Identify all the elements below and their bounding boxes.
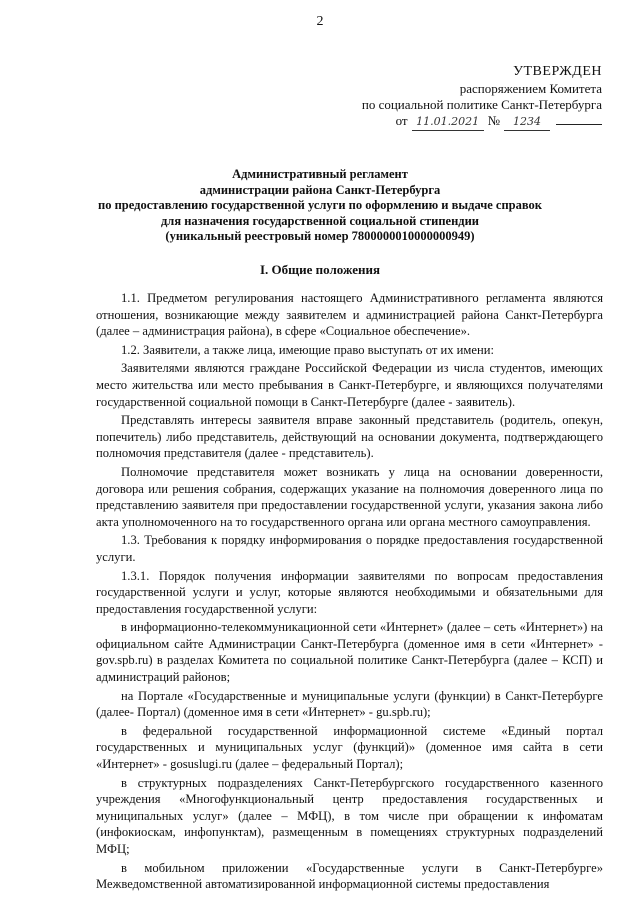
- handwritten-number: 1234: [504, 114, 550, 131]
- paragraph: 1.1. Предметом регулирования настоящего Административного регламента являются отношения, возникающие между заявителем и администрацией района Санкт-Петербурга (далее – администрация района), в сфере «Социальное обеспечение».: [96, 291, 603, 339]
- heading-line-1: Административный регламент: [232, 167, 408, 181]
- paragraph: 1.3.1. Порядок получения информации заявителями по вопросам предоставления государственной услуги и услуг, которые являются необходимыми и обязательными для предоставления государственной услуги:: [96, 568, 603, 616]
- paragraph: на Портале «Государственные и муниципальные услуги (функции) в Санкт-Петербурге (далее- Портал) (доменное имя в сети «Интернет» - gu.spb.ru);: [96, 688, 603, 720]
- paragraph: в мобильном приложении «Государственные услуги в Санкт-Петербурге» Межведомственной автоматизированной информационной системы предоставления: [96, 860, 603, 892]
- body-text: [96, 290, 603, 895]
- paragraph: 1.3. Требования к порядку информирования о порядке предоставления государственной услуги.: [96, 533, 603, 564]
- approval-title: УТВЕРЖДЕН: [513, 64, 602, 79]
- paragraph: в федеральной государственной информационной системе «Единый портал государственных и муниципальных услуг (функций)» (доменное имя сайта в сети «Интернет» - gosuslugi.ru (далее – федеральный Портал);: [96, 723, 603, 772]
- heading-line-3: по предоставлению государственной услуги по оформлению и выдаче справок: [98, 198, 542, 212]
- approval-stamp: [342, 64, 602, 131]
- approval-date-line: [342, 113, 602, 131]
- paragraph: Полномочие представителя может возникать у лица на основании доверенности, договора или решения собрания, содержащих указание на полномочия доверенного лица по представлению заявителя при предоставлении государственной услуги, указания закона либо акта уполномоченного на то государственного органа или органа местного самоуправления.: [96, 464, 603, 529]
- heading-line-4: для назначения государственной социальной стипендии: [160, 213, 480, 228]
- paragraph: 1.2. Заявители, а также лица, имеющие право выступать от их имени:: [121, 342, 494, 357]
- heading-line-5: (уникальный реестровый номер 7800000010000000949): [165, 229, 475, 243]
- page-number: 2: [316, 14, 324, 29]
- approval-line-2: по социальной политике Санкт-Петербурга: [361, 97, 602, 112]
- paragraph: Заявителями являются граждане Российской Федерации из числа студентов, имеющих место жительства или место пребывания в Санкт-Петербурге, и являющихся получателями государственной социальной помощи в Санкт-Петербурге (далее - заявитель).: [96, 361, 603, 409]
- document-heading: [60, 167, 580, 245]
- date-prefix: от: [395, 113, 408, 128]
- approval-line-1: распоряжением Комитета: [459, 81, 602, 96]
- paragraph: Представлять интересы заявителя вправе законный представитель (родитель, опекун, попечитель) либо представитель, действующий на основании документа, подтверждающего полномочия представителя (далее - представитель).: [96, 413, 603, 461]
- signature-underline: [556, 124, 602, 125]
- paragraph: в структурных подразделениях Санкт-Петербургского государственного казенного учреждения «Многофункциональный центр предоставления государственных и муниципальных услуг» (далее – МФЦ), в том числе при обращении к инфоматам (инфокиоскам, инфопунктам), размещенным в помещениях структурных подразделений МФЦ;: [96, 775, 603, 856]
- section-title: I. Общие положения: [260, 262, 380, 277]
- paragraph: в информационно-телекоммуникационной сети «Интернет» (далее – сеть «Интернет») на официальном сайте Администрации Санкт-Петербурга (доменное имя в сети «Интернет» - gov.spb.ru) в разделах Комитета по социальной политике Санкт-Петербурга (далее – КСП) и администраций районов;: [96, 620, 603, 685]
- handwritten-date: 11.01.2021: [412, 114, 484, 131]
- number-prefix: №: [487, 113, 500, 128]
- heading-line-2: администрации района Санкт-Петербурга: [199, 182, 441, 197]
